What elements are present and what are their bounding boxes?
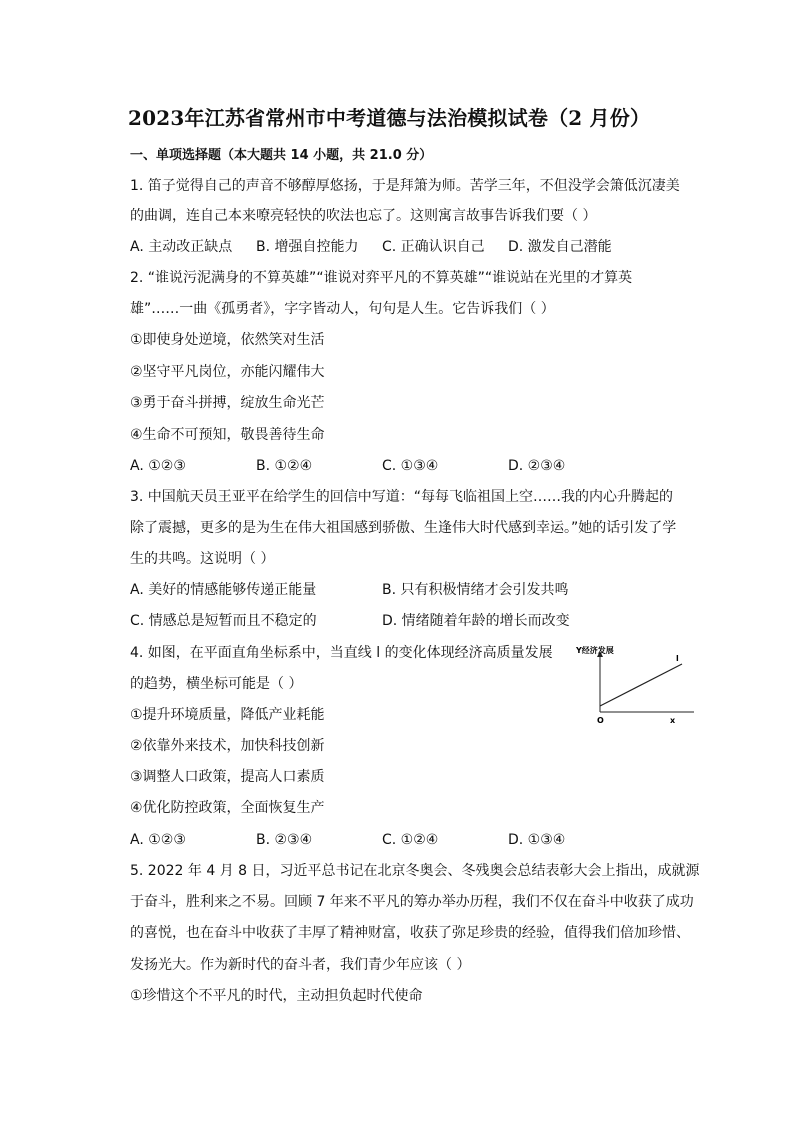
question-4-statement-3: ③调整人口政策，提高人口素质: [130, 769, 325, 785]
question-1-option-b: B. 增强自控能力: [256, 239, 359, 255]
question-3-line-2: 除了震撼，更多的是为生在伟大祖国感到骄傲、生逢伟大时代感到幸运。”她的话引发了学: [130, 520, 677, 536]
question-1-line-2: 的曲调，连自己本来嘹亮轻快的吹法也忘了。这则寓言故事告诉我们要（ ）: [130, 208, 597, 224]
question-2-option-c: C. ①③④: [382, 458, 439, 474]
question-5-line-3: 的喜悦，也在奋斗中收获了丰厚了精神财富，收获了弥足珍贵的经验，值得我们倍加珍惜、: [130, 925, 690, 941]
line-label: l: [676, 654, 679, 663]
question-3-option-c: C. 情感总是短暂而且不稳定的: [130, 613, 317, 629]
question-5-line-2: 于奋斗，胜利来之不易。回顾 7 年来不平凡的筹办举办历程，我们不仅在奋斗中收获了成功: [130, 894, 694, 910]
question-4-statement-4: ④优化防控政策，全面恢复生产: [130, 800, 325, 816]
question-2-option-d: D. ②③④: [508, 458, 566, 474]
question-3-option-a: A. 美好的情感能够传递正能量: [130, 582, 317, 598]
question-3-option-d: D. 情绪随着年龄的增长而改变: [382, 613, 570, 629]
question-1-option-c: C. 正确认识自己: [382, 239, 485, 255]
question-2-statement-1: ①即使身处逆境，依然笑对生活: [130, 332, 325, 348]
question-2-statement-2: ②坚守平凡岗位，亦能闪耀伟大: [130, 364, 325, 380]
y-axis-label: Y经济发展: [576, 646, 614, 655]
question-2-statement-4: ④生命不可预知，敬畏善待生命: [130, 427, 325, 443]
origin-label: O: [597, 716, 604, 725]
question-2-statement-3: ③勇于奋斗拼搏，绽放生命光芒: [130, 395, 325, 411]
question-2-option-b: B. ①②④: [256, 458, 313, 474]
question-4-statement-1: ①提升环境质量，降低产业耗能: [130, 707, 325, 723]
x-axis-label: x: [670, 716, 676, 725]
question-3-line-1: 3. 中国航天员王亚平在给学生的回信中写道：“每每飞临祖国上空……我的内心升腾起的: [130, 489, 674, 505]
question-4-line-1: 4. 如图，在平面直角坐标系中，当直线 l 的变化体现经济高质量发展: [130, 645, 553, 661]
question-4-statement-2: ②依靠外来技术，加快科技创新: [130, 738, 325, 754]
question-4-option-d: D. ①③④: [508, 832, 566, 848]
coordinate-figure: [576, 644, 700, 726]
question-3-option-b: B. 只有积极情绪才会引发共鸣: [382, 582, 569, 598]
question-5-line-1: 5. 2022 年 4 月 8 日，习近平总书记在北京冬奥会、冬残奥会总结表彰大会上指出，成就源: [130, 863, 700, 879]
question-1-line-1: 1. 笛子觉得自己的声音不够醇厚悠扬，于是拜箫为师。苦学三年，不但没学会箫低沉凄美: [130, 178, 680, 194]
question-4-line-2: 的趋势，横坐标可能是（ ）: [130, 676, 303, 692]
question-4-option-c: C. ①②④: [382, 832, 439, 848]
question-1-option-a: A. 主动改正缺点: [130, 239, 233, 255]
question-2-line-2: 雄”……一曲《孤勇者》，字字皆动人，句句是人生。它告诉我们（ ）: [130, 301, 555, 317]
question-3-line-3: 生的共鸣。这说明（ ）: [130, 551, 275, 567]
question-5-statement-1: ①珍惜这个不平凡的时代，主动担负起时代使命: [130, 988, 423, 1004]
question-5-line-4: 发扬光大。作为新时代的奋斗者，我们青少年应该（ ）: [130, 957, 471, 973]
question-2-line-1: 2. “谁说污泥满身的不算英雄”“谁说对弈平凡的不算英雄”“谁说站在光里的才算英: [130, 270, 633, 286]
question-2-option-a: A. ①②③: [130, 458, 186, 474]
question-1-option-d: D. 激发自己潜能: [508, 239, 612, 255]
page-title: 2023年江苏省常州市中考道德与法治模拟试卷（2 月份）: [128, 106, 651, 130]
line-l: [600, 664, 682, 706]
question-4-option-b: B. ②③④: [256, 832, 313, 848]
question-4-option-a: A. ①②③: [130, 832, 186, 848]
section-heading: 一、单项选择题（本大题共 14 小题，共 21.0 分）: [130, 148, 433, 163]
